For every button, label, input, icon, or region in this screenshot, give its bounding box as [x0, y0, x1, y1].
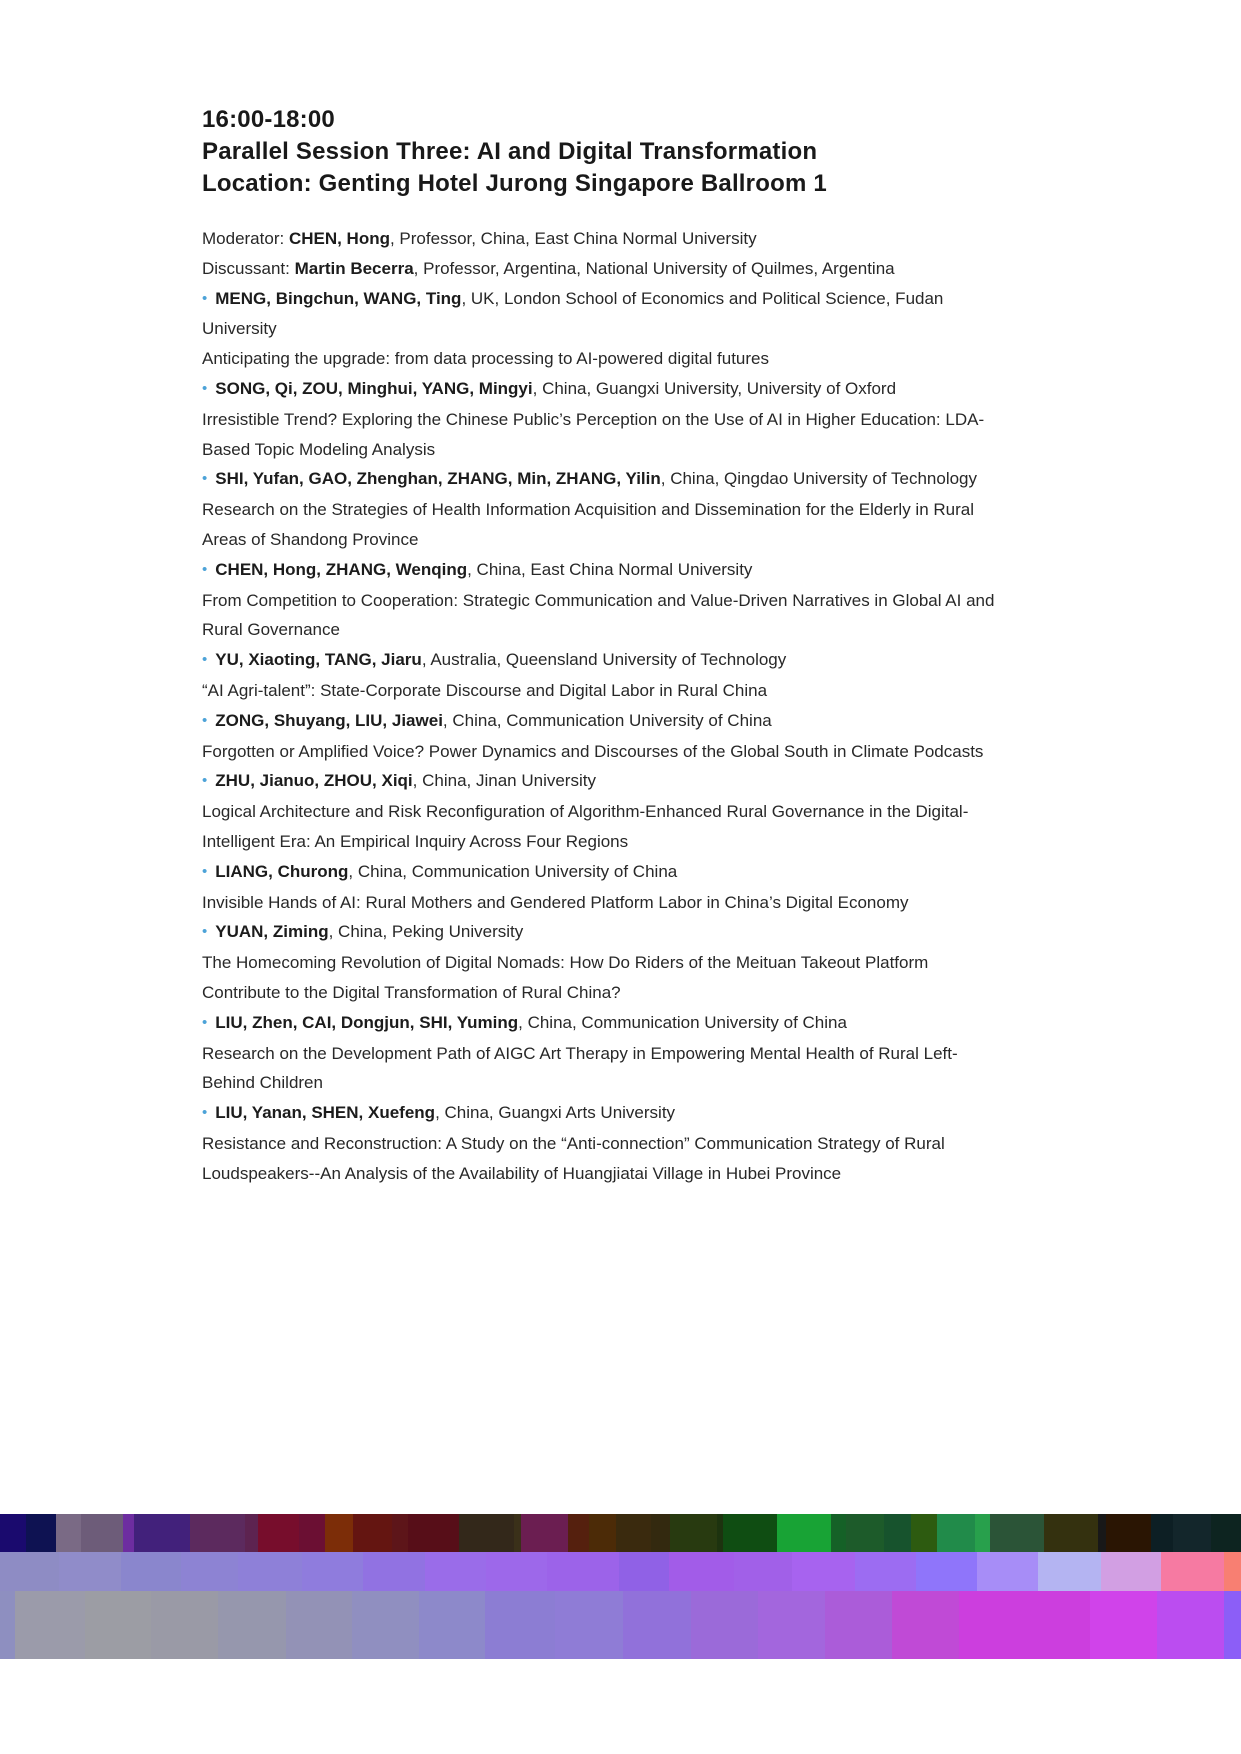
- presenter-line: [202, 284, 1008, 345]
- bullet-dot-icon: •: [202, 1013, 208, 1031]
- art-block: [258, 1514, 299, 1552]
- presenter-line: [202, 1008, 1008, 1039]
- presenter-authors: ZHU, Jianuo, ZHOU, Xiqi: [215, 771, 413, 791]
- art-block: [123, 1514, 134, 1552]
- art-block: [990, 1514, 1044, 1552]
- session-location: Location: Genting Hotel Jurong Singapore Ballroom 1: [202, 170, 827, 197]
- art-block: [619, 1552, 668, 1591]
- presenter-authors: ZONG, Shuyang, LIU, Jiawei: [215, 710, 443, 730]
- bullet-dot-icon: •: [202, 862, 208, 880]
- art-block: [623, 1591, 691, 1659]
- art-block: [975, 1514, 990, 1552]
- art-block: [459, 1514, 514, 1552]
- art-block: [302, 1552, 364, 1591]
- session-content: [202, 104, 1008, 1189]
- art-block: [977, 1552, 1039, 1591]
- art-block: [56, 1514, 81, 1552]
- moderator-line: [202, 224, 1008, 254]
- art-block: [1173, 1514, 1211, 1552]
- art-block: [555, 1591, 623, 1659]
- presenter-authors: SONG, Qi, ZOU, Minghui, YANG, Mingyi: [215, 378, 533, 398]
- art-block: [392, 1514, 408, 1552]
- art-block: [937, 1514, 975, 1552]
- bullet-dot-icon: •: [202, 470, 208, 488]
- art-block: [85, 1591, 151, 1659]
- art-block: [514, 1514, 521, 1552]
- art-block: [616, 1514, 652, 1552]
- presenter-line: [202, 857, 1008, 888]
- art-block: [825, 1591, 892, 1659]
- presenter-authors: YUAN, Ziming: [215, 922, 329, 942]
- presenter-line: [202, 464, 1008, 495]
- art-block: [245, 1514, 258, 1552]
- art-row: [0, 1591, 1241, 1659]
- presenter-authors: MENG, Bingchun, WANG, Ting: [215, 288, 462, 308]
- presenter-authors: LIU, Zhen, CAI, Dongjun, SHI, Yuming: [215, 1012, 519, 1032]
- presenter-authors: YU, Xiaoting, TANG, Jiaru: [215, 650, 422, 670]
- art-block: [884, 1514, 911, 1552]
- bullet-dot-icon: •: [202, 1104, 208, 1122]
- art-block: [521, 1514, 568, 1552]
- paper-title: Forgotten or Amplified Voice? Power Dynamics and Discourses of the Global South in Climate Podcasts: [202, 741, 984, 761]
- art-block: [568, 1514, 589, 1552]
- discussant-name: Martin Becerra: [294, 258, 414, 278]
- art-block: [651, 1514, 670, 1552]
- presenter-details: , China, Guangxi Arts University: [435, 1103, 676, 1123]
- presenter-authors: LIANG, Churong: [215, 861, 349, 881]
- art-block: [286, 1591, 352, 1659]
- moderator-name: CHEN, Hong: [288, 229, 390, 248]
- footer-art-band: [0, 1514, 1241, 1659]
- art-block: [15, 1591, 86, 1659]
- art-block: [734, 1552, 793, 1591]
- art-block: [190, 1514, 245, 1552]
- discussant-details: , Professor, Argentina, National University of Quilmes, Argentina: [413, 258, 895, 278]
- art-block: [26, 1514, 56, 1552]
- art-block: [831, 1514, 846, 1552]
- presenter-details: , China, Qingdao University of Technology: [660, 469, 978, 489]
- presenter-details: , China, Guangxi University, University of Oxford: [532, 378, 897, 398]
- art-block: [669, 1552, 734, 1591]
- art-block: [589, 1514, 616, 1552]
- art-block: [1224, 1591, 1241, 1659]
- paper-title: Anticipating the upgrade: from data processing to AI-powered digital futures: [202, 349, 770, 369]
- session-time: 16:00-18:00: [202, 106, 335, 133]
- art-block: [1224, 1552, 1241, 1591]
- presenter-authors: LIU, Yanan, SHEN, Xuefeng: [215, 1103, 436, 1123]
- presenter-details: , Australia, Queensland University of Technology: [421, 650, 787, 670]
- bullet-dot-icon: •: [202, 379, 208, 397]
- presenter-details: , UK, London School of Economics and Political Science, Fudan University: [202, 288, 944, 339]
- art-block: [0, 1591, 15, 1659]
- art-block: [325, 1514, 353, 1552]
- art-block: [59, 1552, 122, 1591]
- art-block: [1090, 1591, 1157, 1659]
- presenter-authors: CHEN, Hong, ZHANG, Wenqing: [215, 559, 468, 579]
- art-block: [855, 1552, 917, 1591]
- presenter-details: , China, Jinan University: [412, 771, 596, 791]
- art-block: [1106, 1514, 1151, 1552]
- presenter-authors: SHI, Yufan, GAO, Zhenghan, ZHANG, Min, ZHANG, Yilin: [215, 469, 661, 489]
- art-block: [846, 1514, 884, 1552]
- bullet-dot-icon: •: [202, 651, 208, 669]
- bullet-dot-icon: •: [202, 772, 208, 790]
- art-block: [363, 1552, 425, 1591]
- art-block: [238, 1552, 302, 1591]
- art-block: [1211, 1514, 1241, 1552]
- presenter-line: [202, 1098, 1008, 1129]
- presentation-list: [202, 284, 1008, 1189]
- paper-title: Research on the Strategies of Health Information Acquisition and Dissemination for the Elderly in Rural Areas of Shandong Province: [202, 500, 975, 549]
- art-block: [777, 1514, 831, 1552]
- art-block: [0, 1552, 59, 1591]
- art-block: [1044, 1514, 1098, 1552]
- session-body: [202, 224, 1008, 1189]
- art-block: [723, 1514, 777, 1552]
- art-block: [1157, 1591, 1224, 1659]
- moderator-label: Moderator:: [202, 229, 289, 248]
- discussant-line: [202, 254, 1008, 284]
- presenter-details: , China, East China Normal University: [467, 559, 753, 579]
- moderator-details: , Professor, China, East China Normal University: [389, 229, 757, 248]
- art-block: [670, 1514, 717, 1552]
- art-block: [121, 1552, 181, 1591]
- art-block: [0, 1514, 26, 1552]
- art-block: [352, 1591, 419, 1659]
- presenter-line: [202, 555, 1008, 586]
- art-block: [916, 1552, 977, 1591]
- art-block: [419, 1591, 486, 1659]
- art-block: [1098, 1514, 1106, 1552]
- paper-title: Resistance and Reconstruction: A Study on the “Anti-connection” Communication Strategy of Rural Loudspeakers--An Analysis of the Availability of Huangjiatai Village in Hubei Province: [202, 1133, 945, 1183]
- art-block: [151, 1591, 218, 1659]
- art-block: [218, 1591, 286, 1659]
- art-block: [408, 1514, 459, 1552]
- presenter-line: [202, 766, 1008, 797]
- presenter-details: , China, Communication University of China: [442, 710, 772, 730]
- art-row: [0, 1514, 1241, 1552]
- discussant-label: Discussant:: [202, 258, 295, 278]
- art-block: [353, 1514, 392, 1552]
- art-block: [911, 1514, 937, 1552]
- art-block: [299, 1514, 325, 1552]
- art-block: [792, 1552, 855, 1591]
- art-block: [425, 1552, 487, 1591]
- presenter-details: , China, Communication University of China: [348, 861, 678, 881]
- art-block: [959, 1591, 1090, 1659]
- presenter-line: [202, 374, 1008, 405]
- art-block: [134, 1514, 190, 1552]
- presenter-line: [202, 645, 1008, 676]
- paper-title: Invisible Hands of AI: Rural Mothers and Gendered Platform Labor in China’s Digital Economy: [202, 892, 909, 912]
- bullet-dot-icon: •: [202, 711, 208, 729]
- art-block: [1038, 1552, 1101, 1591]
- art-block: [81, 1514, 123, 1552]
- bullet-dot-icon: •: [202, 923, 208, 941]
- presenter-line: [202, 917, 1008, 948]
- art-block: [181, 1552, 239, 1591]
- art-block: [485, 1591, 554, 1659]
- paper-title: Irresistible Trend? Exploring the Chinese Public’s Perception on the Use of AI in Higher Education: LDA-Based Topic Modeling Analysis: [202, 409, 985, 459]
- paper-title: From Competition to Cooperation: Strategic Communication and Value-Driven Narratives in Global AI and Rural Governance: [202, 590, 995, 640]
- session-header: [202, 104, 1008, 200]
- presenter-details: , China, Peking University: [328, 922, 524, 942]
- bullet-dot-icon: •: [202, 560, 208, 578]
- session-title: Parallel Session Three: AI and Digital Transformation: [202, 138, 818, 165]
- art-block: [758, 1591, 825, 1659]
- art-row: [0, 1552, 1241, 1591]
- art-block: [486, 1552, 547, 1591]
- art-block: [1101, 1552, 1162, 1591]
- paper-title: The Homecoming Revolution of Digital Nomads: How Do Riders of the Meituan Takeout Platform Contribute to the Digital Transformation of Rural China?: [202, 953, 929, 1002]
- art-block: [691, 1591, 758, 1659]
- art-block: [1161, 1552, 1224, 1591]
- presenter-line: [202, 706, 1008, 737]
- art-block: [547, 1552, 620, 1591]
- presenter-details: , China, Communication University of China: [518, 1012, 847, 1032]
- art-block: [892, 1591, 959, 1659]
- art-block: [1151, 1514, 1173, 1552]
- bullet-dot-icon: •: [202, 289, 208, 307]
- paper-title: Research on the Development Path of AIGC Art Therapy in Empowering Mental Health of Rural Left-Behind Children: [202, 1043, 958, 1093]
- paper-title: Logical Architecture and Risk Reconfiguration of Algorithm-Enhanced Rural Governance in the Digital-Intelligent Era: An Empirical Inquiry Across Four Regions: [202, 802, 969, 851]
- paper-title: “AI Agri-talent”: State-Corporate Discourse and Digital Labor in Rural China: [202, 680, 768, 700]
